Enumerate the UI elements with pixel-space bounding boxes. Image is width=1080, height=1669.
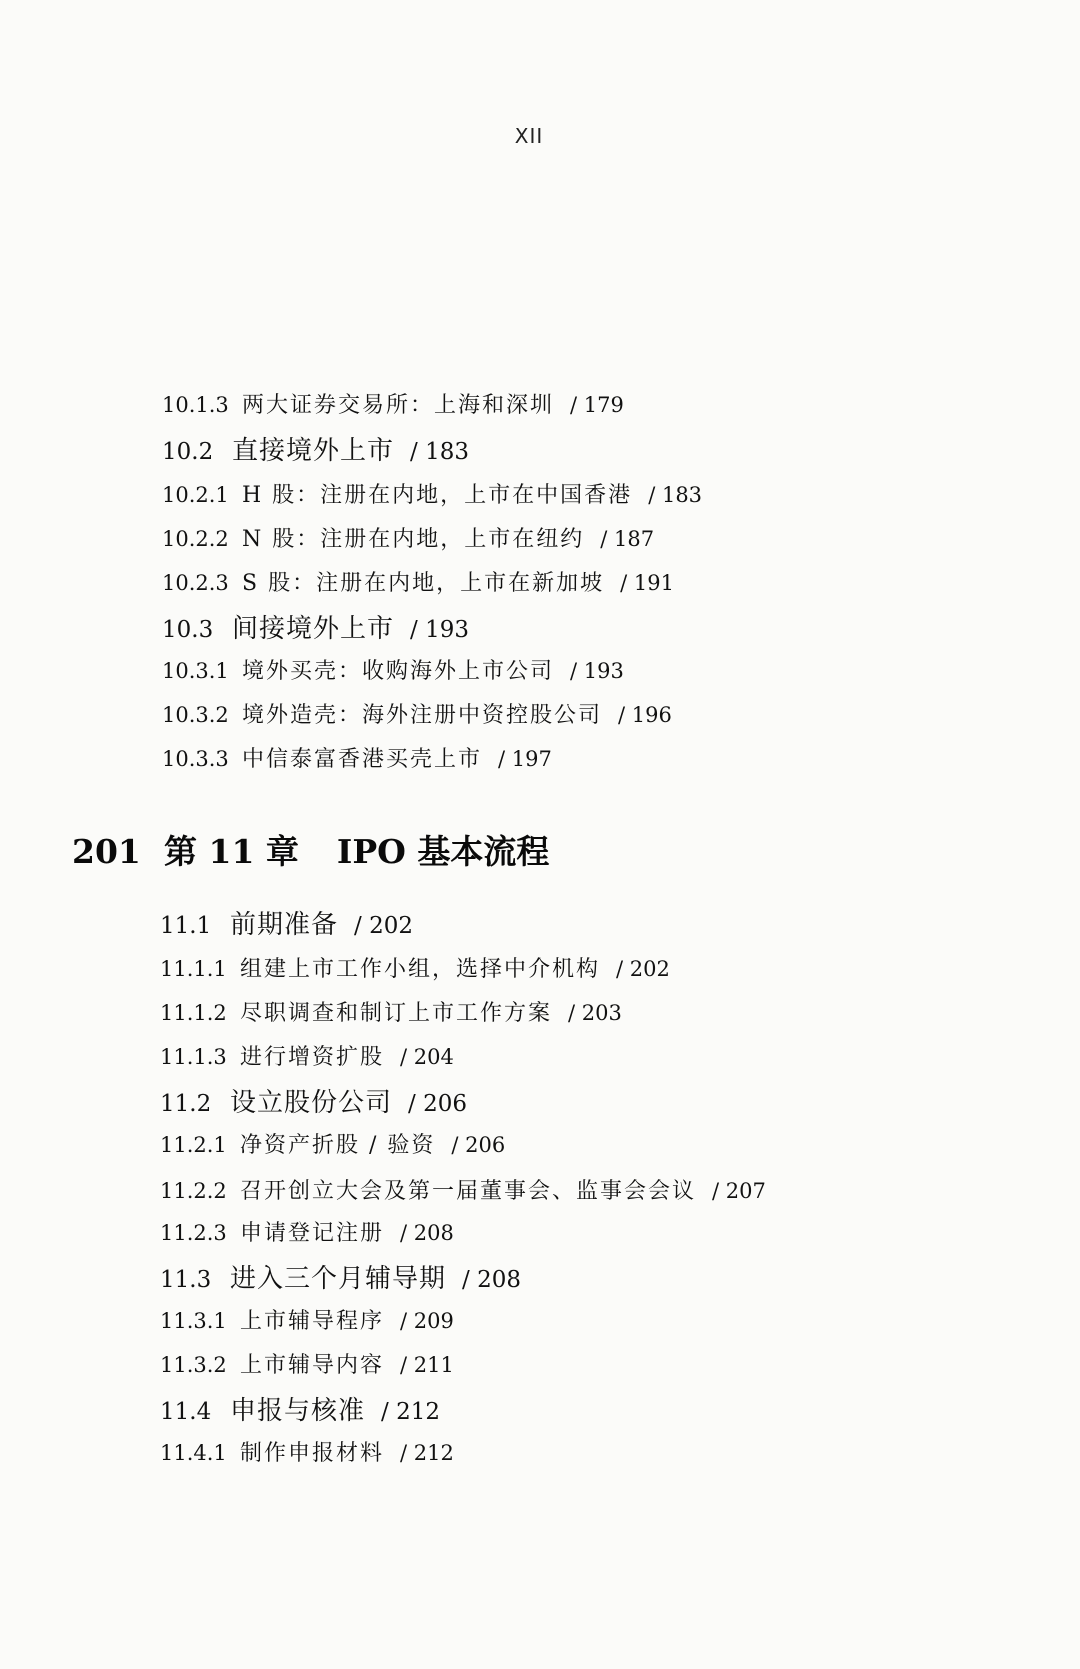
- toc-entry-11-1-2[interactable]: [160, 996, 622, 1027]
- toc-entry-page: / 208: [462, 1267, 521, 1293]
- toc-entry-10-1-3[interactable]: [162, 388, 624, 419]
- toc-entry-11-4-1[interactable]: [160, 1436, 454, 1467]
- toc-entry-10-2-3[interactable]: [162, 566, 674, 597]
- toc-entry-10-2-1[interactable]: [162, 478, 702, 509]
- toc-entry-page: / 211: [400, 1353, 454, 1377]
- toc-entry-10-3-1[interactable]: [162, 654, 624, 685]
- toc-entry-number: 10.2.3: [162, 571, 229, 595]
- toc-entry-title: S 股：注册在内地，上市在新加坡: [242, 571, 605, 596]
- toc-entry-number: 11.1.1: [160, 957, 227, 981]
- toc-entry-number: 11.4: [160, 1399, 212, 1425]
- toc-entry-title: 进入三个月辅导期: [230, 1264, 447, 1294]
- toc-entry-number: 10.3: [162, 617, 214, 643]
- toc-entry-number: 11.1.2: [160, 1001, 227, 1025]
- toc-entry-number: 11.1.3: [160, 1045, 227, 1069]
- toc-entry-10-2[interactable]: [162, 430, 469, 467]
- toc-entry-title: 境外造壳：海外注册中资控股公司: [242, 703, 603, 728]
- toc-entry-number: 10.2.2: [162, 527, 229, 551]
- toc-entry-11-1[interactable]: [160, 904, 413, 941]
- toc-entry-page: / 202: [354, 913, 413, 939]
- chapter-page: 201: [72, 832, 141, 871]
- toc-entry-title: 进行增资扩股: [240, 1045, 385, 1070]
- toc-entry-page: / 209: [400, 1309, 454, 1333]
- toc-entry-11-2-1[interactable]: [160, 1128, 505, 1159]
- toc-entry-title: 上市辅导内容: [240, 1353, 385, 1378]
- toc-entry-title: 中信泰富香港买壳上市: [242, 747, 483, 772]
- toc-entry-page: / 193: [410, 617, 469, 643]
- toc-entry-10-3[interactable]: [162, 608, 469, 645]
- toc-entry-title: 净资产折股 / 验资: [240, 1133, 436, 1158]
- chapter-title: IPO 基本流程: [336, 832, 550, 871]
- chapter-heading[interactable]: [72, 826, 549, 873]
- chapter-label: 第 11 章: [164, 832, 299, 871]
- toc-entry-page: / 179: [570, 393, 624, 417]
- toc-entry-page: / 203: [568, 1001, 622, 1025]
- toc-entry-number: 11.4.1: [160, 1441, 227, 1465]
- toc-entry-page: / 212: [381, 1399, 440, 1425]
- toc-entry-10-2-2[interactable]: [162, 522, 654, 553]
- toc-entry-11-4[interactable]: [160, 1390, 440, 1427]
- toc-entry-number: 10.3.2: [162, 703, 229, 727]
- toc-entry-11-1-1[interactable]: [160, 952, 670, 983]
- toc-entry-title: 申请登记注册: [240, 1221, 385, 1246]
- toc-entry-number: 11.2.2: [160, 1179, 227, 1203]
- toc-entry-11-3[interactable]: [160, 1258, 521, 1295]
- toc-entry-title: 申报与核准: [230, 1396, 366, 1426]
- toc-entry-page: / 207: [712, 1179, 766, 1203]
- toc-entry-title: N 股：注册在内地，上市在纽约: [242, 527, 585, 552]
- toc-entry-11-2[interactable]: [160, 1082, 467, 1119]
- toc-entry-page: / 196: [618, 703, 672, 727]
- toc-entry-page: / 202: [616, 957, 670, 981]
- toc-entry-10-3-3[interactable]: [162, 742, 552, 773]
- toc-entry-number: 11.1: [160, 913, 212, 939]
- toc-entry-number: 11.2.1: [160, 1133, 227, 1157]
- toc-entry-11-2-3[interactable]: [160, 1216, 454, 1247]
- toc-entry-number: 11.3.2: [160, 1353, 227, 1377]
- toc-entry-11-2-2[interactable]: [160, 1174, 766, 1205]
- toc-entry-page: / 208: [400, 1221, 454, 1245]
- toc-entry-page: / 212: [400, 1441, 454, 1465]
- toc-entry-page: / 197: [498, 747, 552, 771]
- toc-entry-number: 11.2: [160, 1091, 212, 1117]
- toc-entry-number: 10.3.1: [162, 659, 229, 683]
- toc-entry-page: / 204: [400, 1045, 454, 1069]
- toc-entry-title: H 股：注册在内地，上市在中国香港: [242, 483, 633, 508]
- toc-entry-page: / 183: [648, 483, 702, 507]
- toc-entry-11-1-3[interactable]: [160, 1040, 454, 1071]
- toc-entry-title: 直接境外上市: [232, 436, 395, 466]
- toc-entry-number: 11.2.3: [160, 1221, 227, 1245]
- toc-entry-10-3-2[interactable]: [162, 698, 672, 729]
- toc-entry-number: 11.3: [160, 1267, 212, 1293]
- toc-entry-page: / 191: [620, 571, 674, 595]
- toc-entry-title: 设立股份公司: [230, 1088, 393, 1118]
- toc-entry-11-3-1[interactable]: [160, 1304, 454, 1335]
- toc-entry-page: / 206: [451, 1133, 505, 1157]
- toc-entry-number: 11.3.1: [160, 1309, 227, 1333]
- toc-entry-title: 上市辅导程序: [240, 1309, 385, 1334]
- toc-entry-title: 组建上市工作小组，选择中介机构: [240, 957, 601, 982]
- toc-entry-page: / 183: [410, 439, 469, 465]
- page-number: XII: [514, 124, 544, 148]
- toc-entry-title: 境外买壳：收购海外上市公司: [242, 659, 555, 684]
- toc-entry-11-3-2[interactable]: [160, 1348, 454, 1379]
- toc-entry-number: 10.1.3: [162, 393, 229, 417]
- toc-entry-number: 10.3.3: [162, 747, 229, 771]
- toc-entry-title: 召开创立大会及第一届董事会、监事会会议: [240, 1179, 697, 1204]
- toc-entry-title: 两大证券交易所：上海和深圳: [242, 393, 555, 418]
- toc-entry-title: 间接境外上市: [232, 614, 395, 644]
- toc-entry-number: 10.2.1: [162, 483, 229, 507]
- toc-entry-title: 制作申报材料: [240, 1441, 385, 1466]
- toc-entry-page: / 206: [408, 1091, 467, 1117]
- toc-entry-page: / 187: [600, 527, 654, 551]
- toc-entry-number: 10.2: [162, 439, 214, 465]
- toc-entry-title: 尽职调查和制订上市工作方案: [240, 1001, 553, 1026]
- toc-entry-title: 前期准备: [230, 910, 339, 940]
- toc-entry-page: / 193: [570, 659, 624, 683]
